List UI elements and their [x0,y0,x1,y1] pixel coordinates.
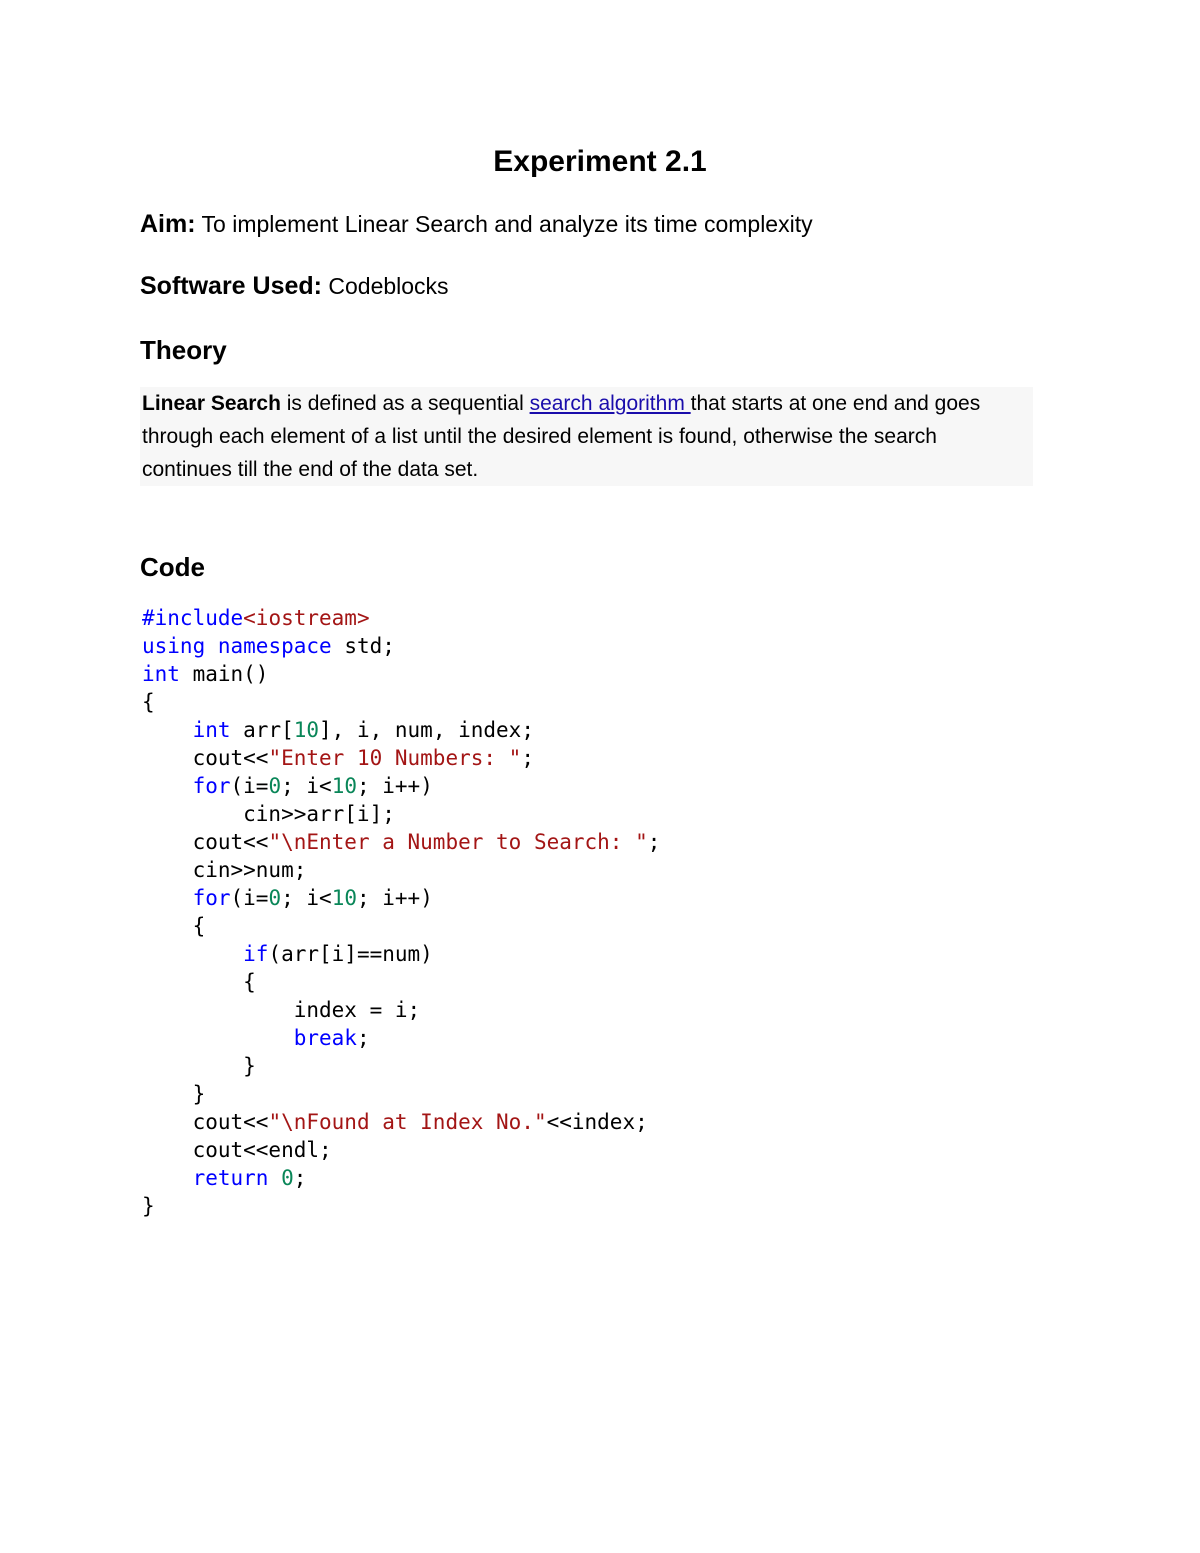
code-token: ; [293,1166,307,1190]
code-line [142,968,660,996]
code-token: "\nFound at Index No." [268,1110,547,1134]
code-token [142,1026,294,1050]
code-line [142,1024,660,1052]
code-token: ; [647,830,661,854]
code-token: if [243,942,269,966]
code-token [142,1166,193,1190]
code-token [142,718,193,742]
aim-label: Aim: [140,210,196,238]
code-line [142,940,660,968]
search-algorithm-link[interactable]: search algorithm [529,392,691,415]
code-token: ; i< [281,774,332,798]
code-heading: Code [140,552,205,582]
code-token: int [142,662,180,686]
code-token: ; i++) [356,774,433,798]
code-line [142,1164,660,1192]
code-line [142,996,660,1024]
code-line [142,884,660,912]
code-line [142,1052,660,1080]
theory-text-before-link: is defined as a sequential [280,392,530,415]
code-token: { [142,914,206,938]
code-token: index = i; [142,998,421,1022]
code-token: 0 [268,774,282,798]
code-line [142,1080,660,1108]
code-token: "Enter 10 Numbers: " [268,746,522,770]
code-line [142,1108,660,1136]
code-line [142,912,660,940]
code-token: using [142,634,206,658]
code-token: for [192,886,231,910]
code-token: 0 [281,1166,294,1190]
code-token: { [142,970,256,994]
code-token [268,1166,281,1190]
code-token: 10 [331,774,357,798]
code-token: "\nEnter a Number to Search: " [268,830,648,854]
software-label: Software Used: [140,272,322,300]
code-line [142,632,660,660]
theory-text-after-link: that starts at one end and goes through each element of a list until the desired element is found, otherwise the search continues till the end of the data set. [142,392,981,481]
code-token: break [293,1026,357,1050]
software-text: Codeblocks [321,273,449,299]
code-token: arr[ [230,718,294,742]
code-line [142,604,660,632]
code-token: namespace [217,634,332,658]
code-token: (arr[i]==num) [268,942,433,966]
code-token: cout<< [142,746,269,770]
code-line [142,800,660,828]
code-token: cout<< [142,830,269,854]
code-token: } [142,1194,155,1218]
code-token: cin>>arr[i]; [142,802,395,826]
code-token: { [142,690,155,714]
code-token [205,634,218,658]
code-token: ; i< [281,886,332,910]
code-token: cin>>num; [142,858,307,882]
code-token: cout<<endl; [142,1138,332,1162]
code-line [142,660,660,688]
code-token [142,886,193,910]
code-token: std; [331,634,395,658]
code-token: <<index; [546,1110,648,1134]
theory-heading: Theory [140,335,227,365]
code-token: for [192,774,231,798]
code-token: cout<< [142,1110,269,1134]
code-token: (i= [230,774,269,798]
code-block [142,604,660,1220]
code-token: } [142,1054,256,1078]
code-line [142,716,660,744]
code-line [142,688,660,716]
code-token: (i= [230,886,269,910]
code-token: 10 [331,886,357,910]
code-token: <iostream> [243,606,370,630]
aim-line [140,208,813,240]
code-token [142,774,193,798]
code-token: return [192,1166,269,1190]
code-token: 0 [268,886,282,910]
theory-bold-term: Linear Search [142,392,281,415]
code-token: ; [356,1026,370,1050]
code-token: main() [179,662,269,686]
code-token: 10 [293,718,320,742]
aim-text: To implement Linear Search and analyze its time complexity [195,211,813,237]
code-line [142,1136,660,1164]
code-token: } [142,1082,206,1106]
code-line [142,828,660,856]
code-line [142,772,660,800]
code-token: ; [521,746,534,770]
code-token: #include [142,606,244,630]
page-title: Experiment 2.1 [493,145,707,178]
theory-paragraph [140,387,1033,486]
code-token: ], i, num, index; [319,718,534,742]
code-token: int [192,718,231,742]
code-token: ; i++) [356,886,433,910]
code-line [142,744,660,772]
software-line [140,270,449,302]
code-token [142,942,243,966]
code-line [142,1192,660,1220]
code-line [142,856,660,884]
